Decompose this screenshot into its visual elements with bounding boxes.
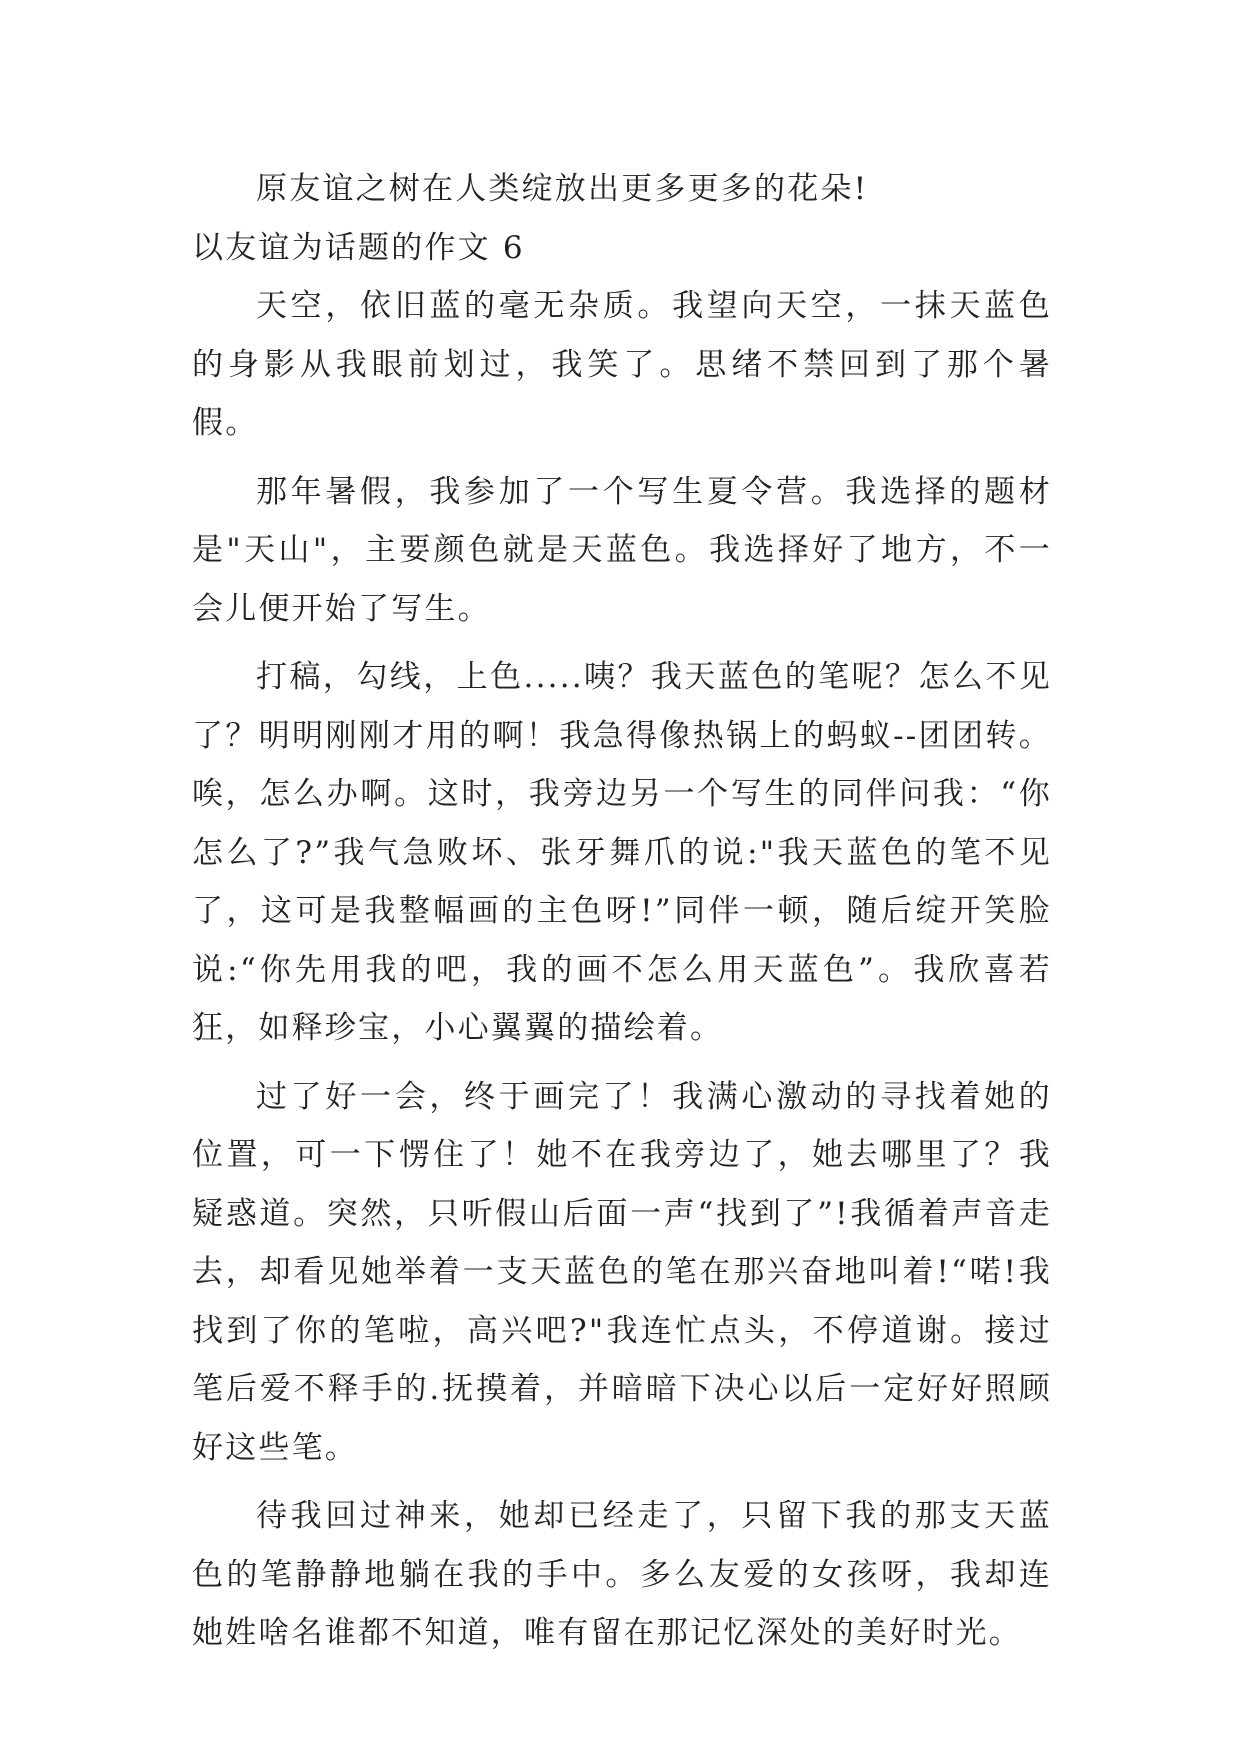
paragraph-1: 天空，依旧蓝的毫无杂质。我望向天空，一抹天蓝色的身影从我眼前划过，我笑了。思绪不禁回到了那个暑假。 [192, 288, 1052, 441]
paragraph-5: 待我回过神来，她却已经走了，只留下我的那支天蓝色的笔静静地躺在我的手中。多么友爱的女孩呀，我却连她姓啥名谁都不知道，唯有留在那记忆深处的美好时光。 [192, 1498, 1052, 1651]
essay-heading: 以友谊为话题的作文 6 [192, 229, 525, 266]
paragraph-2: 那年暑假，我参加了一个写生夏令营。我选择的题材是"天山"，主要颜色就是天蓝色。我选择好了地方，不一会儿便开始了写生。 [192, 473, 1052, 627]
paragraph-4: 过了好一会，终于画完了！我满心激动的寻找着她的位置，可一下愣住了！她不在我旁边了，她去哪里了？我疑惑道。突然，只听假山后面一声“找到了”!我循着声音走去，却看见她举着一支天蓝色的笔在那兴奋地叫着!“喏!我找到了你的笔啦，高兴吧?"我连忙点头，不停道谢。接过笔后爱不释手的.抚摸着，并暗暗下决心以后一定好好照顾好这些笔。 [192, 1078, 1052, 1466]
document-page [192, 160, 1052, 1663]
paragraph-closing-line: 原友谊之树在人类绽放出更多更多的花朵! [256, 171, 869, 207]
paragraph-3: 打稿，勾线，上色.....咦？我天蓝色的笔呢？怎么不见了？明明刚刚才用的啊！我急得像热锅上的蚂蚁--团团转。唉，怎么办啊。这时，我旁边另一个写生的同伴问我：“你怎么了?”我气急败坏、张牙舞爪的说:"我天蓝色的笔不见了，这可是我整幅画的主色呀!”同伴一顿，随后绽开笑脸说:“你先用我的吧，我的画不怎么用天蓝色”。我欣喜若狂，如释珍宝，小心翼翼的描绘着。 [192, 659, 1052, 1046]
